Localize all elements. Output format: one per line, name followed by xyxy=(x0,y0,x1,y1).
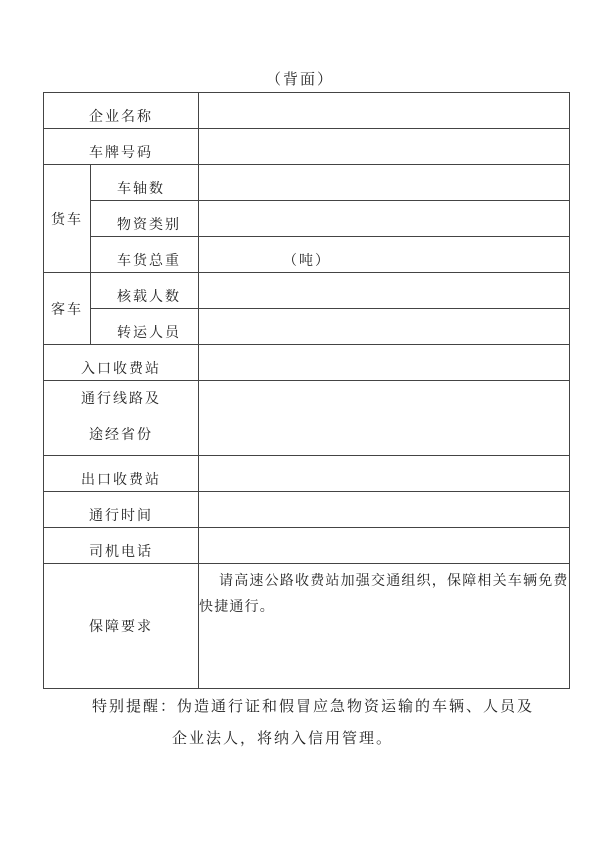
field-route[interactable] xyxy=(199,381,570,456)
row-axles xyxy=(44,165,570,201)
field-driver-phone[interactable] xyxy=(199,528,570,564)
label-time: 通行时间 xyxy=(44,492,199,528)
row-cargo-type xyxy=(44,201,570,237)
label-route-line1: 通行线路及 xyxy=(81,391,161,407)
field-entry-station[interactable] xyxy=(199,345,570,381)
pass-form-table xyxy=(43,92,570,689)
special-notice xyxy=(92,690,552,754)
page-title: （背面） xyxy=(265,70,334,88)
label-entry-station: 入口收费站 xyxy=(44,345,199,381)
label-driver-phone: 司机电话 xyxy=(44,528,199,564)
label-route xyxy=(44,381,199,456)
label-plate: 车牌号码 xyxy=(44,129,199,165)
field-capacity[interactable] xyxy=(199,273,570,309)
label-route-line2: 途经省份 xyxy=(89,427,153,443)
weight-unit: （吨） xyxy=(283,253,331,269)
field-cargo-type[interactable] xyxy=(199,201,570,237)
label-axles: 车轴数 xyxy=(91,165,199,201)
label-bus-group: 客车 xyxy=(44,273,91,345)
label-company: 企业名称 xyxy=(44,93,199,129)
row-entry-station xyxy=(44,345,570,381)
label-truck-group: 货车 xyxy=(44,165,91,273)
row-passengers xyxy=(44,309,570,345)
row-time xyxy=(44,492,570,528)
label-passengers: 转运人员 xyxy=(91,309,199,345)
row-capacity xyxy=(44,273,570,309)
row-company xyxy=(44,93,570,129)
row-requirements xyxy=(44,564,570,689)
row-plate xyxy=(44,129,570,165)
row-exit-station xyxy=(44,456,570,492)
field-total-weight[interactable] xyxy=(199,237,570,273)
field-axles[interactable] xyxy=(199,165,570,201)
requirements-text xyxy=(199,564,570,689)
label-capacity: 核载人数 xyxy=(91,273,199,309)
row-driver-phone xyxy=(44,528,570,564)
requirements-line2: 快捷通行。 xyxy=(199,599,275,615)
field-time[interactable] xyxy=(199,492,570,528)
field-company[interactable] xyxy=(199,93,570,129)
field-passengers[interactable] xyxy=(199,309,570,345)
field-plate[interactable] xyxy=(199,129,570,165)
label-cargo-type: 物资类别 xyxy=(91,201,199,237)
field-exit-station[interactable] xyxy=(199,456,570,492)
label-requirements: 保障要求 xyxy=(44,564,199,689)
requirements-line1: 请高速公路收费站加强交通组织，保障相关车辆免费 xyxy=(219,573,569,589)
label-exit-station: 出口收费站 xyxy=(44,456,199,492)
notice-line2: 企业法人，将纳入信用管理。 xyxy=(172,729,394,747)
row-total-weight xyxy=(44,237,570,273)
row-route xyxy=(44,381,570,456)
label-total-weight: 车货总重 xyxy=(91,237,199,273)
notice-line1: 特别提醒：伪造通行证和假冒应急物资运输的车辆、人员及 xyxy=(92,697,535,715)
